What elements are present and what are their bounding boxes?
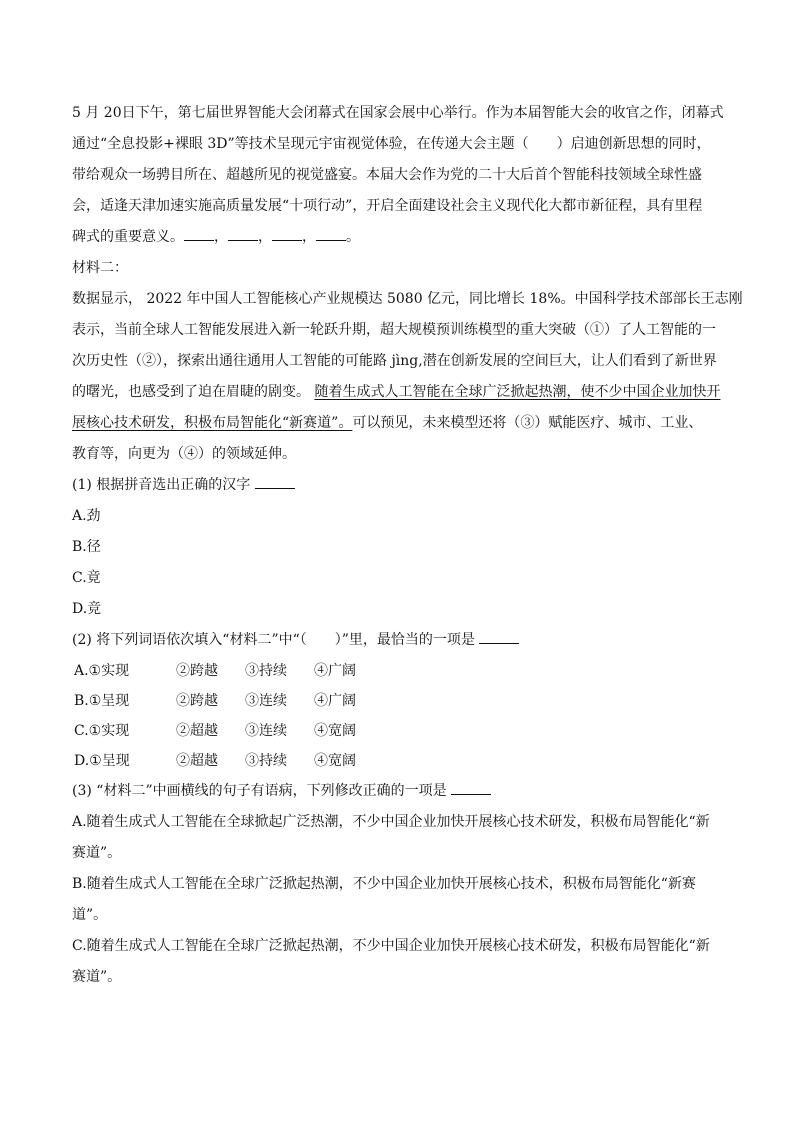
text-line: 教育等，向更为（④）的领域延伸。	[72, 446, 296, 462]
answer-blank[interactable]	[479, 629, 519, 644]
answer-blank[interactable]	[451, 780, 491, 795]
option-c[interactable]	[72, 716, 722, 746]
option-cell: ②超越	[176, 753, 218, 769]
option-c[interactable]: C.竟	[72, 570, 101, 586]
underlined-sentence: 展核心技术研发，积极布局智能化“新赛道”。	[72, 415, 353, 431]
option-cell: ②跨越	[176, 663, 218, 679]
section-heading: 材料二：	[72, 260, 128, 276]
option-cell: ④广阔	[314, 693, 356, 709]
option-cell: ④宽阔	[314, 723, 356, 739]
option-line: B.随着生成式人工智能在全球广泛掀起热潮，不少中国企业加快开展核心技术，积极布局智能化“新赛	[72, 876, 696, 892]
document-page	[72, 98, 743, 993]
option-a[interactable]	[72, 656, 722, 686]
question-stem	[72, 470, 722, 501]
option-cell: ③持续	[245, 663, 287, 679]
option-c[interactable]	[72, 931, 722, 993]
option-b[interactable]	[72, 869, 722, 931]
separator: ，	[302, 229, 316, 245]
option-cell: D.①呈现	[74, 753, 130, 769]
text-line	[72, 377, 722, 408]
question-text: (3) “材料二”中画横线的句子有语病，下列修改正确的一项是	[72, 783, 447, 799]
question-text: (2) 将下列词语依次填入“材料二”中“（ ）”里，最恰当的一项是	[72, 632, 475, 648]
option-line: C.随着生成式人工智能在全球广泛掀起热潮，不少中国企业加快开展核心技术研发，积极布局智能化“新	[72, 938, 710, 954]
text-line: 带给观众一场骋目所在、超越所见的视觉盛宴。本届大会作为党的二十大后首个智能科技领域全球性盛	[72, 167, 702, 183]
separator: ，	[214, 229, 228, 245]
text-fragment: 可以预见，未来模型还将（③）赋能医疗、城市、工业、	[352, 415, 703, 431]
option-cell: B.①呈现	[74, 693, 130, 709]
text-line: 次历史性（②），探索出通往通用人工智能的可能路 jìng,潜在创新发展的空间巨大，让人们看到了新世界	[72, 353, 717, 369]
text-line: 会，适逢天津加速实施高质量发展“十项行动”，开启全面建设社会主义现代化大都市新征程，具有里程	[72, 198, 703, 214]
text-line-with-blanks	[72, 222, 722, 253]
period: 。	[346, 229, 360, 245]
question-1	[72, 470, 722, 625]
question-stem	[72, 625, 722, 656]
option-cell: ③持续	[245, 753, 287, 769]
option-a[interactable]	[72, 807, 722, 869]
text-line: 数据显示， 2022 年中国人工智能核心产业规模达 5080 亿元，同比增长 18%。中国科学技术部部长王志刚	[72, 291, 743, 307]
material-2	[72, 253, 743, 470]
option-b[interactable]: B.径	[72, 539, 101, 555]
question-text: (1) 根据拼音选出正确的汉字	[72, 477, 251, 493]
underlined-sentence: 随着生成式人工智能在全球广泛掀起热潮，使不少中国企业加快开	[314, 384, 721, 400]
option-cell: ④宽阔	[314, 753, 356, 769]
option-b[interactable]	[72, 686, 722, 716]
text-fragment: 的曙光，也感受到了迫在眉睫的剧变。	[72, 384, 315, 400]
answer-blank[interactable]	[255, 474, 295, 489]
text-line	[72, 408, 722, 439]
option-cell: ②超越	[176, 723, 218, 739]
text-line: 表示，当前全球人工智能发展进入新一轮跃升期，超大规模预训练模型的重大突破（①）了人工智能的一	[72, 322, 716, 338]
option-cell: ③连续	[245, 723, 287, 739]
paragraph-1	[72, 98, 722, 253]
option-a[interactable]: A.劲	[72, 508, 101, 524]
option-cell: C.①实现	[74, 723, 130, 739]
option-cell: ④广阔	[314, 663, 356, 679]
option-d[interactable]: D.竞	[72, 601, 102, 617]
answer-blank-2[interactable]	[228, 226, 258, 241]
question-2	[72, 625, 722, 776]
option-d[interactable]	[72, 746, 722, 776]
question-stem	[72, 776, 722, 807]
question-3	[72, 776, 722, 993]
separator: ，	[258, 229, 272, 245]
answer-blank-4[interactable]	[316, 226, 346, 241]
answer-blank-3[interactable]	[272, 226, 302, 241]
option-line: 赛道”。	[72, 969, 122, 985]
option-line: A.随着生成式人工智能在全球掀起广泛热潮，不少中国企业加快开展核心技术研发，积极布局智能化“新	[72, 814, 710, 830]
option-cell: ③连续	[245, 693, 287, 709]
text-line: 5 月 20日下午，第七届世界智能大会闭幕式在国家会展中心举行。作为本届智能大会的收官之作，闭幕式	[72, 105, 724, 121]
option-cell: A.①实现	[74, 663, 130, 679]
option-line: 赛道”。	[72, 845, 122, 861]
text-line: 通过“全息投影+裸眼 3D”等技术呈现元宇宙视觉体验，在传递大会主题（ ）启迪创新思想的同时，	[72, 136, 711, 152]
answer-blank-1[interactable]	[184, 226, 214, 241]
text-fragment: 碑式的重要意义。	[72, 229, 184, 245]
option-cell: ②跨越	[176, 693, 218, 709]
option-line: 道”。	[72, 907, 108, 923]
